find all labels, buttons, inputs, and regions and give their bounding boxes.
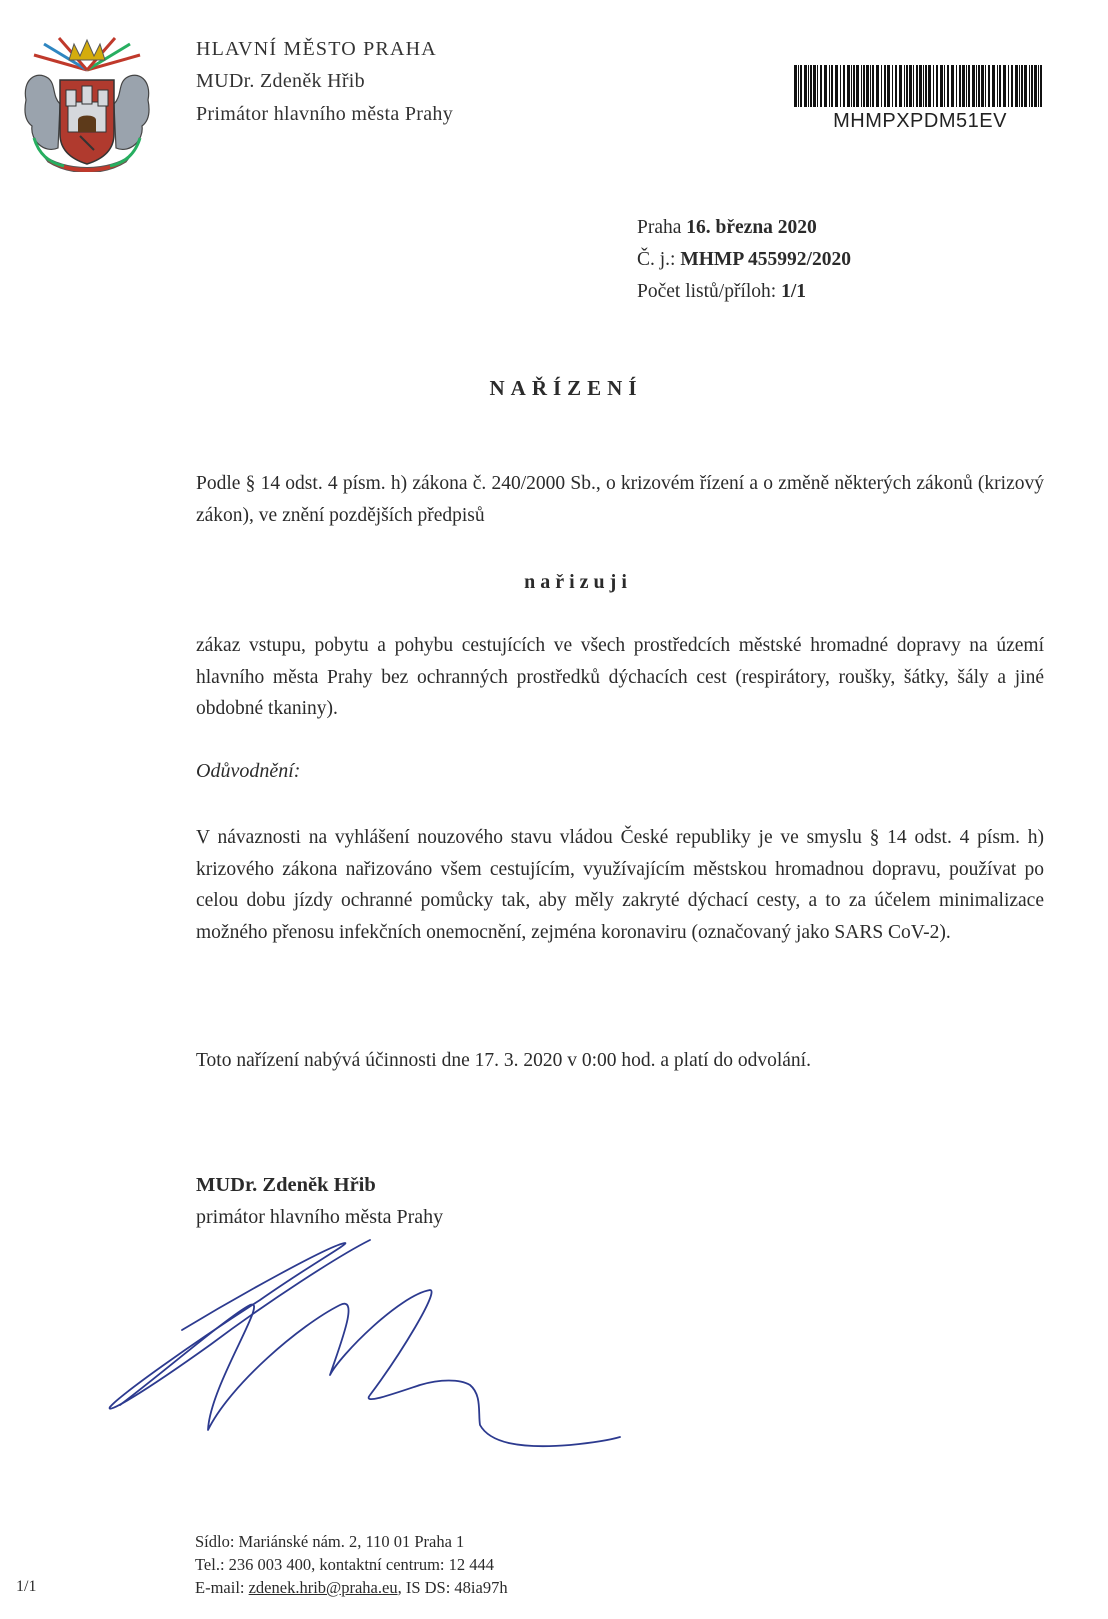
barcode-bar <box>840 65 841 107</box>
barcode-bar <box>919 65 922 107</box>
barcode-bar <box>866 65 869 107</box>
barcode-bar <box>1038 65 1039 107</box>
reference-number <box>637 249 851 271</box>
issuer-role: Primátor hlavního města Prahy <box>196 103 453 125</box>
prague-coat-of-arms-icon <box>14 30 160 172</box>
barcode-bar <box>804 65 807 107</box>
barcode-bar <box>853 65 855 107</box>
barcode-bar <box>1034 65 1037 107</box>
barcode-bar <box>820 65 822 107</box>
barcode-bar <box>923 65 924 107</box>
barcode-bar <box>1019 65 1020 107</box>
barcode-bar <box>1008 65 1009 107</box>
barcode-bar <box>951 65 954 107</box>
barcode-bar <box>861 65 862 107</box>
barcode-bar <box>968 65 970 107</box>
barcode-bar <box>985 65 986 107</box>
barcode-bar <box>843 65 845 107</box>
barcode-bar <box>966 65 967 107</box>
barcode-bar <box>936 65 938 107</box>
barcode-bar <box>933 65 934 107</box>
barcode-bar <box>997 65 998 107</box>
signatory-role: primátor hlavního města Prahy <box>196 1206 444 1228</box>
barcode-bar <box>831 65 833 107</box>
barcode-bar <box>904 65 905 107</box>
reasoning-heading: Odůvodnění: <box>196 760 301 782</box>
barcode-bar <box>1029 65 1030 107</box>
page-number: 1/1 <box>16 1578 37 1595</box>
barcode-bar <box>884 65 886 107</box>
barcode-bar <box>856 65 859 107</box>
barcode-bar <box>813 65 816 107</box>
email-link[interactable]: zdenek.hrib@praha.eu <box>248 1578 398 1597</box>
barcode-bar <box>872 65 874 107</box>
barcode-bar <box>992 65 995 107</box>
barcode-bar <box>972 65 975 107</box>
barcode-bar <box>1021 65 1023 107</box>
barcode-bar <box>956 65 957 107</box>
footer-phone: Tel.: 236 003 400, kontaktní centrum: 12 444 <box>195 1555 495 1574</box>
barcode-bar <box>895 65 897 107</box>
decree-word: nařizuji <box>524 571 632 593</box>
barcode-bar <box>1015 65 1018 107</box>
barcode-bar <box>899 65 902 107</box>
issuer-name: MUDr. Zdeněk Hřib <box>196 70 365 92</box>
barcode-bar <box>916 65 918 107</box>
barcode-bar <box>1003 65 1006 107</box>
sheets-value: 1/1 <box>781 281 807 302</box>
barcode-bar <box>913 65 914 107</box>
barcode-bar <box>959 65 961 107</box>
barcode-bar <box>925 65 927 107</box>
barcode-bar <box>906 65 908 107</box>
signatory-name: MUDr. Zdeněk Hřib <box>196 1174 376 1196</box>
footer-email-line <box>195 1578 508 1598</box>
barcode-bar <box>909 65 912 107</box>
barcode-bar <box>1011 65 1013 107</box>
barcode-bar <box>1040 65 1042 107</box>
barcode-bar <box>962 65 965 107</box>
barcode-bar <box>810 65 812 107</box>
barcode-bar <box>881 65 882 107</box>
barcode-bar <box>798 65 799 107</box>
barcode-bar <box>947 65 949 107</box>
barcode-bar <box>876 65 879 107</box>
barcode-bar <box>817 65 818 107</box>
issuer-city: HLAVNÍ MĚSTO PRAHA <box>196 38 437 60</box>
barcode-bar <box>847 65 850 107</box>
reasoning-paragraph: V návaznosti na vyhlášení nouzového stavu vládou České republiky je ve smyslu § 14 odst. 4 písm. h) krizového zákona nařizováno všem cestujícím, využívajícím městskou hromadnou dopravu, používat po celou dobu jízdy ochranné pomůcky tak, aby měly zakryté dýchací cesty, a to za účelem minimalizace možného přenosu infekčních onemocnění, zejména koronaviru (označovaný jako SARS CoV-2). <box>196 827 1044 943</box>
barcode-bar <box>808 65 809 107</box>
barcode-bar <box>976 65 977 107</box>
barcode-bar <box>940 65 943 107</box>
effective-date-paragraph: Toto nařízení nabývá účinnosti dne 17. 3. 2020 v 0:00 hod. a platí do odvolání. <box>196 1050 811 1071</box>
legal-basis-paragraph: Podle § 14 odst. 4 písm. h) zákona č. 240/2000 Sb., o krizovém řízení a o změně některých zákonů (krizový zákon), ve znění pozdějších předpisů <box>196 473 1044 526</box>
barcode-bar <box>892 65 893 107</box>
barcode-id: MHMPXPDM51EV <box>833 110 1007 132</box>
sheet-count <box>637 281 806 303</box>
barcode-bar <box>988 65 990 107</box>
ref-value: MHMP 455992/2020 <box>680 249 851 270</box>
sheets-label: Počet listů/příloh: <box>637 281 777 302</box>
barcode-bar <box>824 65 827 107</box>
barcode-bar <box>863 65 865 107</box>
barcode-bar <box>870 65 871 107</box>
ds-id: , IS DS: 48ia97h <box>397 1578 508 1597</box>
date-value: 16. března 2020 <box>686 217 817 238</box>
barcode-icon <box>794 65 1046 107</box>
document-date <box>637 217 817 239</box>
handwritten-signature-icon <box>100 1235 640 1450</box>
barcode-bar <box>999 65 1001 107</box>
barcode-bar <box>928 65 931 107</box>
barcode-bar <box>978 65 980 107</box>
date-prefix: Praha <box>637 217 682 238</box>
barcode-bar <box>800 65 802 107</box>
barcode-bar <box>794 65 797 107</box>
barcode-bar <box>829 65 830 107</box>
barcode-bar <box>851 65 852 107</box>
barcode-bar <box>887 65 890 107</box>
order-paragraph: zákaz vstupu, pobytu a pohybu cestujících ve všech prostředcích městské hromadné dopravy na území hlavního města Prahy bez ochranných prostředků dýchacích cest (respirátory, roušky, šátky, šály a jiné obdobné tkaniny). <box>196 635 1044 719</box>
footer-address: Sídlo: Mariánské nám. 2, 110 01 Praha 1 <box>195 1532 465 1551</box>
barcode-bar <box>944 65 945 107</box>
barcode-bar <box>1024 65 1027 107</box>
email-label: E-mail: <box>195 1578 245 1597</box>
document-title: NAŘÍZENÍ <box>489 376 643 400</box>
barcode-bar <box>1031 65 1033 107</box>
barcode-bar <box>981 65 984 107</box>
ref-label: Č. j.: <box>637 249 676 270</box>
barcode-bar <box>835 65 838 107</box>
